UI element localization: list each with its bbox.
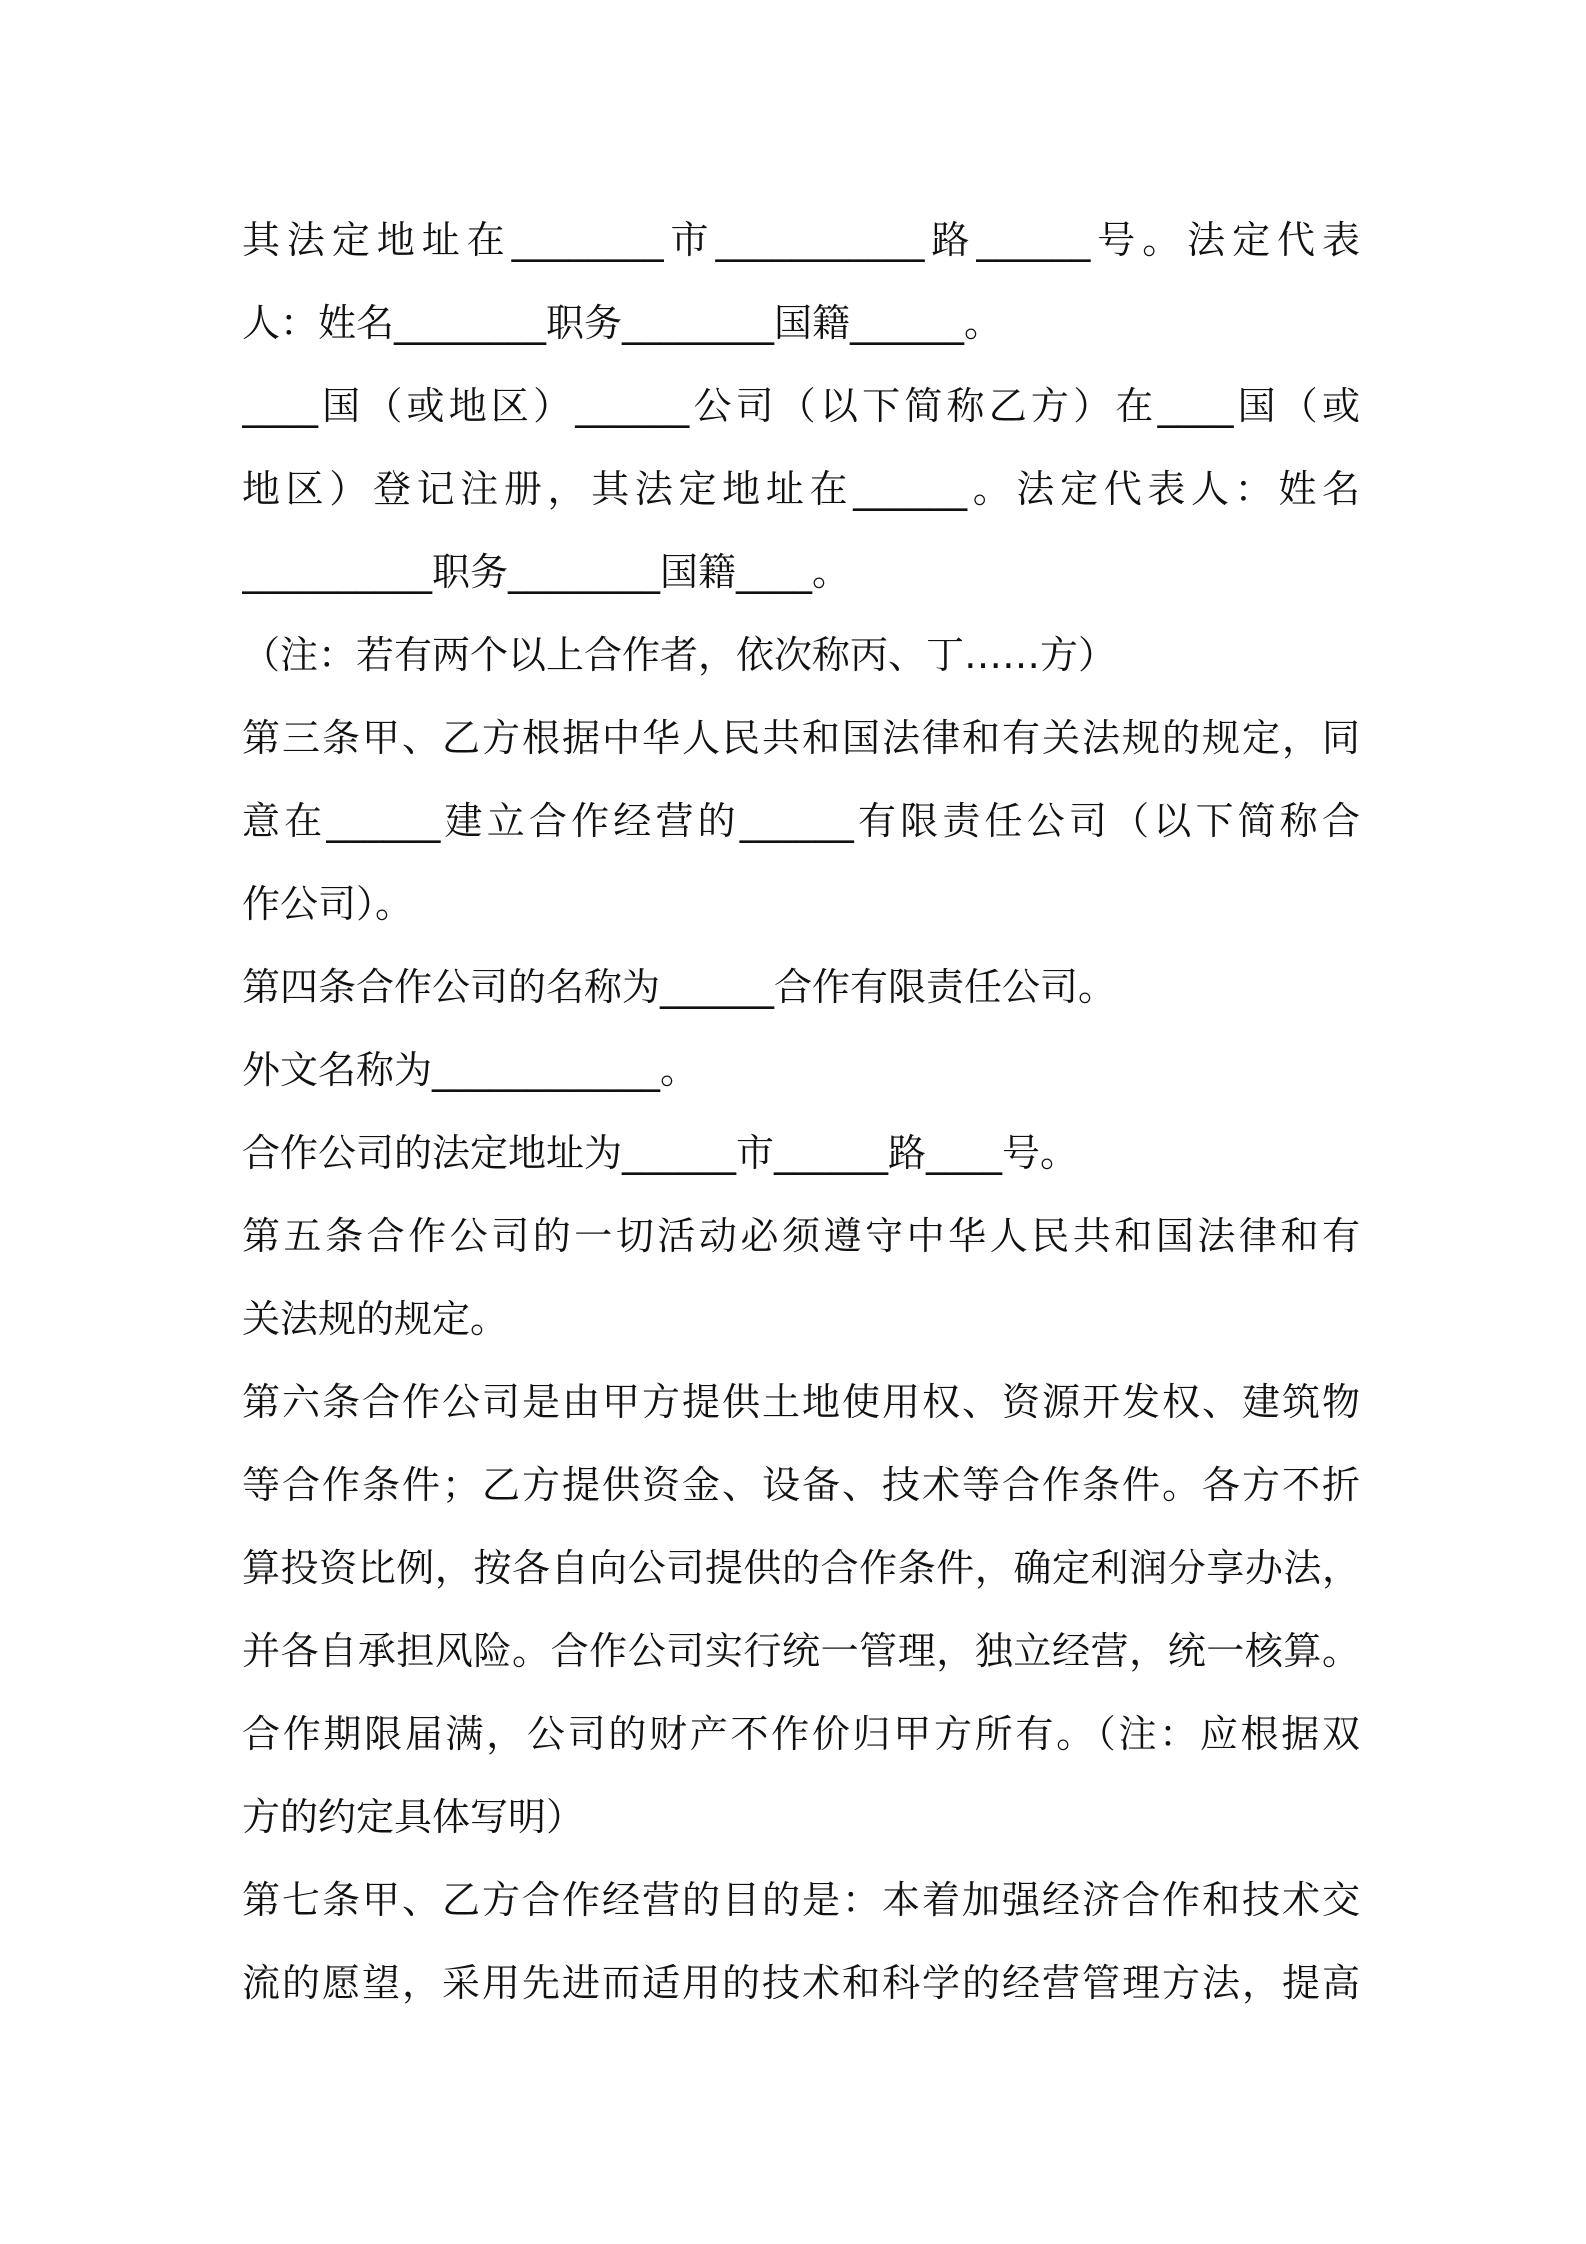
text-line: 第三条甲、乙方根据中华人民共和国法律和有关法规的规定，同 [242, 716, 1360, 760]
text-line: 合作公司的法定地址为______市______路____号。 [242, 1131, 1079, 1175]
text-line: （注：若有两个以上合作者，依次称丙、丁……方） [242, 633, 1117, 677]
text-line: 方的约定具体写明） [242, 1795, 585, 1839]
text-line: __________职务________国籍____。 [242, 550, 851, 594]
text-line: 意在______建立合作经营的______有限责任公司（以下简称合 [242, 799, 1360, 843]
text-line: ____国（或地区）______公司（以下简称乙方）在____国（或 [242, 384, 1360, 428]
text-line: 第五条合作公司的一切活动必须遵守中华人民共和国法律和有 [242, 1214, 1360, 1258]
text-line: 合作期限届满，公司的财产不作价归甲方所有。（注：应根据双 [242, 1712, 1360, 1756]
text-line: 第六条合作公司是由甲方提供土地使用权、资源开发权、建筑物 [242, 1380, 1360, 1424]
text-line: 其法定地址在________市___________路______号。法定代表 [242, 218, 1360, 262]
text-line: 等合作条件；乙方提供资金、设备、技术等合作条件。各方不折 [242, 1463, 1360, 1507]
text-line: 地区）登记注册，其法定地址在______。法定代表人：姓名 [242, 467, 1360, 511]
text-line: 作公司）。 [242, 882, 414, 926]
text-line: 流的愿望，采用先进而适用的技术和科学的经营管理方法，提高 [242, 1961, 1360, 2005]
text-line: 外文名称为____________。 [242, 1048, 699, 1092]
contract-text [242, 199, 1360, 2025]
text-line: 人：姓名________职务________国籍______。 [242, 301, 1003, 345]
text-line: 第七条甲、乙方合作经营的目的是：本着加强经济合作和技术交 [242, 1878, 1360, 1922]
text-line: 并各自承担风险。合作公司实行统一管理，独立经营，统一核算。 [242, 1629, 1360, 1673]
text-line: 关法规的规定。 [242, 1297, 509, 1341]
text-line: 算投资比例，按各自向公司提供的合作条件，确定利润分享办法， [242, 1546, 1360, 1590]
text-line: 第四条合作公司的名称为______合作有限责任公司。 [242, 965, 1117, 1009]
